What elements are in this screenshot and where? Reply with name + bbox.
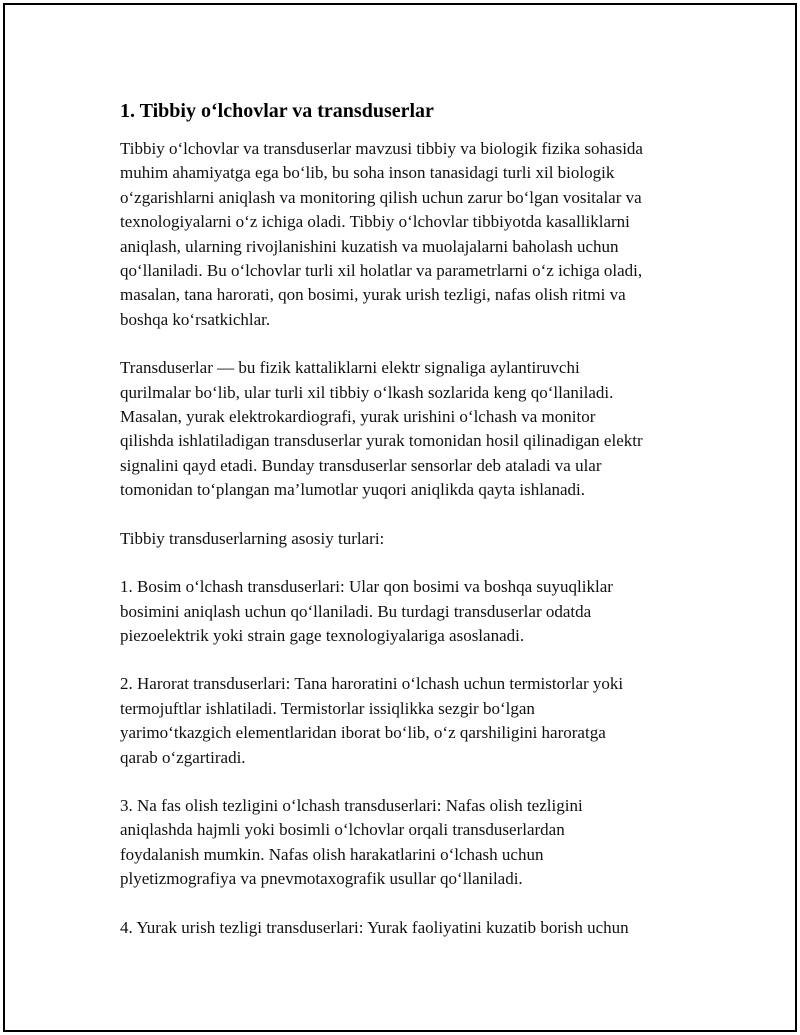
text-line: masalan, tana harorati, qon bosimi, yurak urish tezligi, nafas olish ritmi va [120,285,626,305]
text-line: qo‘llaniladi. Bu o‘lchovlar turli xil holatlar va parametrlarni o‘z ichiga oladi, [120,261,643,281]
text-line: piezoelektrik yoki strain gage texnologiyalariga asoslanadi. [120,625,525,645]
list-item-heart-rate [120,916,700,940]
list-item-temperature [120,672,700,770]
text-line: o‘zgarishlarni aniqlash va monitoring qilish uchun zarur bo‘lgan vositalar va [120,187,642,207]
document-body [120,99,700,964]
paragraph-transducers [120,356,700,502]
text-line: Tibbiy o‘lchovlar va transduserlar mavzusi tibbiy va biologik fizika sohasida [120,139,643,158]
text-line: qurilmalar bo‘lib, ular turli xil tibbiy o‘lkash sozlarida keng qo‘llaniladi. [120,382,614,402]
text-line: 2. Harorat transduserlari: Tana haroratini o‘lchash uchun termistorlar yoki [120,674,624,694]
text-line: texnologiyalarni o‘z ichiga oladi. Tibbiy o‘lchovlar tibbiyotda kasalliklarni [120,212,630,232]
list-item-respiration [120,794,700,892]
text-line: qilishda ishlatiladigan transduserlar yurak tomonidan hosil qilinadigan elektr [120,431,643,451]
text-line: Tibbiy transduserlarning asosiy turlari: [120,528,385,548]
text-line: boshqa ko‘rsatkichlar. [120,309,271,329]
text-line: qarab o‘zgartiradi. [120,747,246,767]
text-line: tomonidan to‘plangan ma’lumotlar yuqori aniqlikda qayta ishlanadi. [120,480,586,500]
text-line: Transduserlar — bu fizik kattaliklarni elektr signaliga aylantiruvchi [120,358,580,378]
list-item-pressure [120,575,700,648]
paragraph-intro [120,137,700,332]
text-line: signalini qayd etadi. Bunday transduserlar sensorlar deb ataladi va ular [120,455,602,475]
paragraph-types-intro [120,527,700,551]
text-line: 3. Na fas olish tezligini o‘lchash transduserlari: Nafas olish tezligini [120,795,583,815]
text-line: yarimo‘tkazgich elementlaridan iborat bo‘lib, o‘z qarshiligini haroratga [120,723,606,743]
text-line: bosimini aniqlash uchun qo‘llaniladi. Bu turdagi transduserlar odatda [120,601,592,621]
page-frame [3,3,797,1032]
text-line: muhim ahamiyatga ega bo‘lib, bu soha inson tanasidagi turli xil biologik [120,163,615,183]
text-line: aniqlashda hajmli yoki bosimli o‘lchovlar orqali transduserlardan [120,820,565,840]
text-line: 1. Bosim o‘lchash transduserlari: Ular qon bosimi va boshqa suyuqliklar [120,577,613,597]
text-line: plyetizmografiya va pnevmotaxografik usullar qo‘llaniladi. [120,869,523,889]
text-line: 4. Yurak urish tezligi transduserlari: Yurak faoliyatini kuzatib borish uchun [120,917,629,937]
text-line: aniqlash, ularning rivojlanishini kuzatish va muolajalarni baholash uchun [120,236,619,256]
text-line: Masalan, yurak elektrokardiografi, yurak urishini o‘lchash va monitor [120,407,596,427]
text-line: termojuftlar ishlatiladi. Termistorlar issiqlikka sezgir bo‘lgan [120,698,535,718]
section-heading: 1. Tibbiy o‘lchovlar va transduserlar [120,100,434,122]
text-line: foydalanish mumkin. Nafas olish harakatlarini o‘lchash uchun [120,844,544,864]
